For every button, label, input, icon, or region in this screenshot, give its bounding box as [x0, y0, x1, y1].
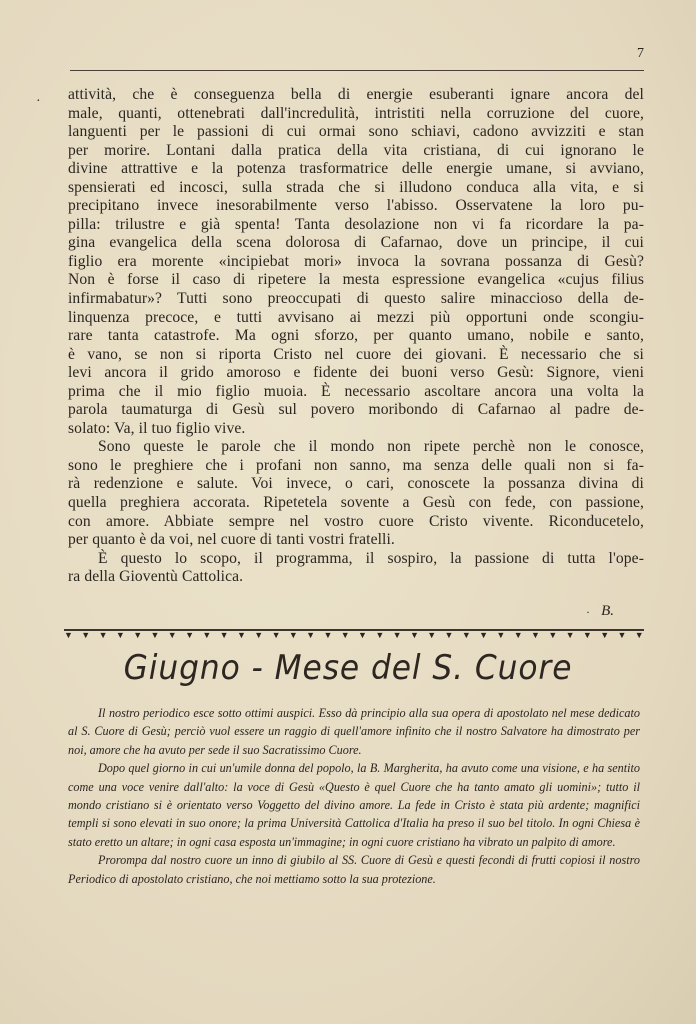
- text-line: per quanto è da voi, nel cuore di tanti vostri fratelli.: [68, 531, 395, 549]
- ornament-glyph: ▼: [496, 630, 506, 640]
- paragraph-2: [68, 438, 644, 549]
- ornament-glyph: ▼: [98, 630, 108, 640]
- paragraph-1: [68, 86, 644, 438]
- text-line: per morire. Lontani dalla pratica della vita cristiana, di cui ignorano le: [68, 141, 644, 159]
- ornament-glyph: ▼: [461, 630, 471, 640]
- ornament-glyph: ▼: [409, 630, 419, 640]
- text-line: male, quanti, ottenebrati dall'incredulità, intristiti nella corruzione del cuore,: [68, 104, 644, 122]
- ornament-glyph: ▼: [271, 630, 281, 640]
- text-line: rare tanta catastrofe. Ma ogni sforzo, per quanto umano, nobile e santo,: [68, 327, 644, 345]
- ornament-glyph: ▼: [254, 630, 264, 640]
- text-line: prima che il mio figlio muoia. È necessario ascoltare ancora una volta la: [68, 382, 644, 400]
- text-line: gina evangelica della scena dolorosa di Cafarnao, dove un principe, il cui: [68, 234, 644, 252]
- ornament-glyph: ▼: [427, 630, 437, 640]
- ornament-glyph: ▼: [565, 630, 575, 640]
- italic-paragraph: Il nostro periodico esce sotto ottimi auspici. Esso dà principio alla sua opera di apostolato nel mese dedicato al S. Cuore di Gesù; perciò vuol essere un raggio di quell'amore infinito che il nostro Salvatore ha dimostrato per noi, amore che ha avuto per sede il suo Sacratissimo Cuore.: [68, 706, 640, 757]
- section-title: Giugno - Mese del S. Cuore: [123, 648, 573, 688]
- text-line: levi ancora il grido amoroso e fidente dei buoni verso Gesù: Signore, vieni: [68, 364, 644, 382]
- italic-paragraph: Dopo quel giorno in cui un'umile donna del popolo, la B. Margherita, ha avuto come una visione, e ha sentito come una voce venire dall'alto: la voce di Gesù «Questo è quel Cuore che ha tanto amato gli uomini»; tutto il mondo cristiano si è orientato verso Voggetto del divino amore. La fede in Cristo è stata più ardente; magnifici templi si sono elevati in suo onore; la prima Università Cattolica d'Italia ha preso il suo bel titolo. In ogni Chiesa è stato eretto un altare; in ogni casa esposta un'immagine; in ogni cuore cristiano ha vibrato un palpito di amore.: [68, 761, 640, 849]
- text-line: È questo lo scopo, il programma, il sospiro, la passione di tutta l'ope-: [98, 549, 644, 567]
- text-line: con amore. Abbiate sempre nel vostro cuore Cristo vivente. Riconducetelo,: [68, 512, 644, 530]
- ornament-glyph: ▼: [306, 630, 316, 640]
- ornament-glyph: ▼: [375, 630, 385, 640]
- italic-paragraph: Prorompa dal nostro cuore un inno di giubilo al SS. Cuore di Gesù e questi fecondi di frutti copiosi il nostro Periodico di apostolato cristiano, che noi mettiamo sotto la sua protezione.: [68, 853, 640, 886]
- text-line: infirmabatur»? Tutti sono preoccupati di questo salire minaccioso della de-: [68, 290, 644, 308]
- ornament-glyph: ▼: [185, 630, 194, 640]
- ornament-border: [64, 629, 644, 641]
- ornament-glyph: ▼: [444, 630, 454, 640]
- ornament-glyph: ▼: [392, 630, 402, 640]
- ornament-glyph: ▼: [64, 630, 73, 640]
- ornament-glyph: ▼: [236, 630, 246, 640]
- page-number: 7: [637, 46, 644, 61]
- text-line: quella preghiera accorata. Ripetetela sovente a Gesù con fede, con passione,: [68, 494, 644, 512]
- italic-article: [68, 704, 640, 888]
- paragraph-3: [68, 550, 644, 587]
- text-line: è vano, se non si riporta Cristo nel cuore dei giovani. È necessario che si: [68, 345, 644, 363]
- ornament-glyph: ▼: [323, 630, 333, 640]
- text-line: ra della Gioventù Cattolica.: [68, 568, 244, 586]
- ornament-glyph: ▼: [133, 630, 143, 640]
- ornament-glyph: ▼: [617, 630, 627, 640]
- ornament-glyph: ▼: [582, 630, 592, 640]
- ornament-glyph: ▼: [115, 630, 125, 640]
- ornament-glyph: ▼: [150, 630, 160, 640]
- text-line: attività, che è conseguenza bella di energie esuberanti ignare ancora del: [68, 86, 644, 103]
- signature: B.: [601, 603, 614, 619]
- ornament-glyph: ▼: [81, 630, 91, 640]
- ornament-glyph: ▼: [358, 630, 367, 640]
- text-line: sono le preghiere che i profani non sanno, ma senza delle quali non si fa-: [68, 456, 644, 474]
- ornament-glyph: ▼: [479, 630, 489, 640]
- ornament-glyph: ▼: [513, 630, 523, 640]
- ornament-glyph: ▼: [219, 630, 229, 640]
- text-line: precipitano invece inesorabilmente verso l'abisso. Osservatene la loro pu-: [68, 197, 644, 215]
- text-line: Non è forse il caso di ripetere la mesta espressione evangelica «cujus filius: [68, 271, 644, 289]
- signature-dot: ·: [586, 605, 590, 619]
- text-line: linquenza precoce, e tutti avvisano ai mezzi più opportuni onde scongiu-: [68, 308, 644, 326]
- ornament-glyph: ▼: [202, 630, 212, 640]
- text-line: pilla: trilustre e già spenta! Tanta desolazione non vi fa ricordare la pa-: [68, 215, 644, 233]
- margin-mark: ·: [36, 94, 41, 109]
- main-text: [68, 86, 644, 587]
- ornament-glyph: ▼: [634, 630, 644, 640]
- ornament-glyph: ▼: [167, 630, 177, 640]
- ornament-glyph: ▼: [340, 630, 350, 640]
- text-line: solato: Va, il tuo figlio vive.: [68, 419, 246, 437]
- ornament-glyph: ▼: [531, 630, 540, 640]
- text-line: parola taumaturga di Gesù sul povero moribondo di Cafarnao al padre de-: [68, 401, 644, 419]
- ornament-glyph: ▼: [288, 630, 298, 640]
- ornament-glyph: ▼: [548, 630, 558, 640]
- text-line: figlio era morente «incipiebat mori» invoca la sovrana possanza di Gesù?: [68, 252, 644, 270]
- text-line: languenti per le passioni di cui ormai sono schiavi, cadono avvizziti e stan: [68, 123, 644, 141]
- text-line: Sono queste le parole che il mondo non ripete perchè non le conosce,: [98, 438, 644, 456]
- text-line: divine attrattive e la potenza trasformatrice delle energie umane, si avviano,: [68, 160, 644, 178]
- text-line: spensierati ed incosci, sulla strada che si illudono conduca alla vita, e si: [68, 178, 644, 196]
- top-rule: [70, 70, 644, 71]
- ornament-glyph: ▼: [600, 630, 610, 640]
- text-line: rà redenzione e salute. Voi invece, o cari, conoscete la possanza divina di: [68, 475, 644, 493]
